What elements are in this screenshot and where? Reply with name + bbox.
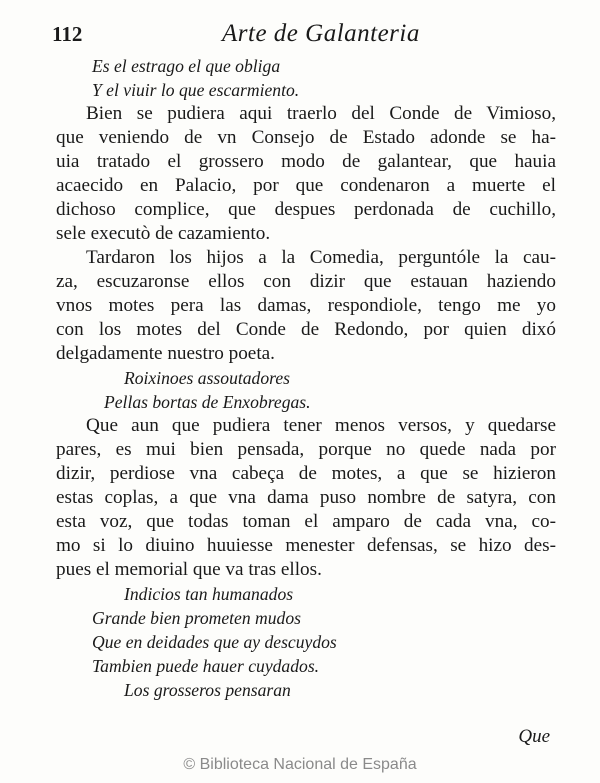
text-line: pares, es mui bien pensada, porque no quede nada por: [56, 439, 556, 460]
text-line: acaecido en Palacio, por que condenaron a muerte el: [56, 175, 556, 196]
text-line: sele executò de cazamiento.: [56, 223, 271, 244]
verse-line: Que en deidades que ay descuydos: [92, 632, 337, 652]
text-line: uia tratado el grossero modo de galantear, que hauia: [56, 151, 556, 172]
text-line: vnos motes pera las damas, respondiole, tengo me yo: [56, 295, 556, 316]
text-line: con los motes del Conde de Redondo, por quien dixó: [56, 319, 556, 340]
text-line: Tardaron los hijos a la Comedia, perguntóle la cau-: [86, 247, 556, 268]
text-line: mo si lo diuino huuiesse menester defensas, se hizo des-: [56, 535, 556, 556]
copyright-watermark: © Biblioteca Nacional de España: [183, 756, 417, 773]
text-line: delgadamente nuestro poeta.: [56, 343, 275, 364]
text-line: Que aun que pudiera tener menos versos, y quedarse: [86, 415, 556, 436]
page-number: 112: [52, 22, 83, 46]
text-line: esta voz, que todas toman el amparo de cada vna, co-: [56, 511, 556, 532]
body-text: [56, 54, 556, 702]
verse-line: Tambien puede hauer cuydados.: [92, 656, 320, 676]
verse-line: Roixinoes assoutadores: [124, 368, 290, 388]
verse-line: Pellas bortas de Enxobregas.: [104, 392, 311, 412]
catchword: Que: [518, 726, 550, 747]
text-line: Bien se pudiera aqui traerlo del Conde de Vimioso,: [86, 103, 556, 124]
running-title: Arte de Galanteria: [222, 20, 420, 47]
text-line: dichoso complice, que despues perdonada de cuchillo,: [56, 199, 556, 220]
text-line: za, escuzaronse ellos con dizir que estauan haziendo: [56, 271, 556, 292]
page-header: [52, 22, 552, 58]
verse-line: Y el viuir lo que escarmiento.: [92, 80, 300, 100]
text-line: que veniendo de vn Consejo de Estado adonde se ha-: [56, 127, 556, 148]
verse-line: Grande bien prometen mudos: [92, 608, 301, 628]
text-line: estas coplas, a que vna dama puso nombre de satyra, con: [56, 487, 556, 508]
verse-line: Indicios tan humanados: [124, 584, 294, 604]
verse-line: Los grosseros pensaran: [124, 680, 291, 700]
verse-line: Es el estrago el que obliga: [92, 56, 281, 76]
text-line: pues el memorial que va tras ellos.: [56, 559, 322, 580]
text-line: dizir, perdiose vna cabeça de motes, a que se hizieron: [56, 463, 556, 484]
